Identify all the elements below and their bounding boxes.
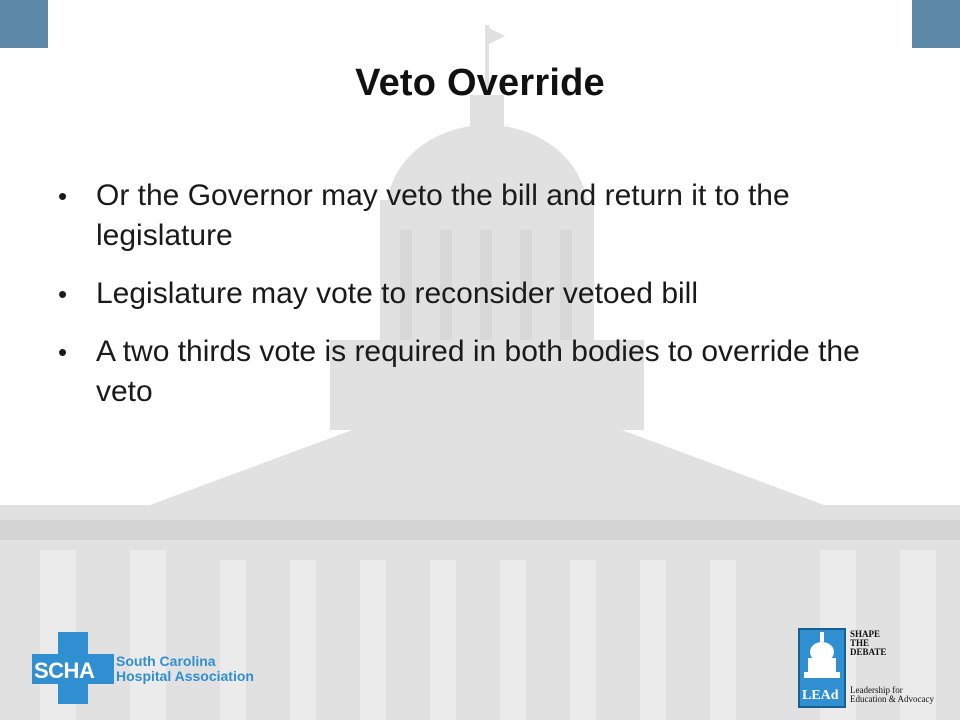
bullet-text: A two thirds vote is required in both bodies to override the veto	[96, 335, 860, 408]
shape-the-debate-text: SHAPE THE DEBATE	[850, 629, 887, 657]
capitol-dome-icon	[798, 628, 846, 708]
bullet-marker: •	[58, 181, 68, 211]
scha-organization-name: South Carolina Hospital Association	[116, 653, 254, 684]
scha-abbreviation: SCHA	[34, 658, 95, 683]
leadership-tagline: Leadership for Education & Advocacy	[850, 685, 934, 704]
bullet-item	[58, 332, 888, 412]
corner-accent-left	[0, 0, 48, 48]
bullet-text: Or the Governor may veto the bill and return it to the legislature	[96, 179, 790, 252]
lead-mark: LEAd	[802, 688, 839, 703]
bullet-marker: •	[58, 337, 68, 367]
dome-icon	[800, 630, 844, 686]
scha-logo	[32, 632, 262, 704]
slide-title: Veto Override	[355, 62, 605, 104]
bullet-item	[58, 274, 888, 314]
bullet-list	[58, 176, 888, 430]
bullet-marker: •	[58, 279, 68, 309]
corner-accent-right	[912, 0, 960, 48]
bullet-text: Legislature may vote to reconsider vetoed bill	[96, 277, 698, 310]
lead-logo	[798, 628, 938, 710]
bullet-item	[58, 176, 888, 256]
